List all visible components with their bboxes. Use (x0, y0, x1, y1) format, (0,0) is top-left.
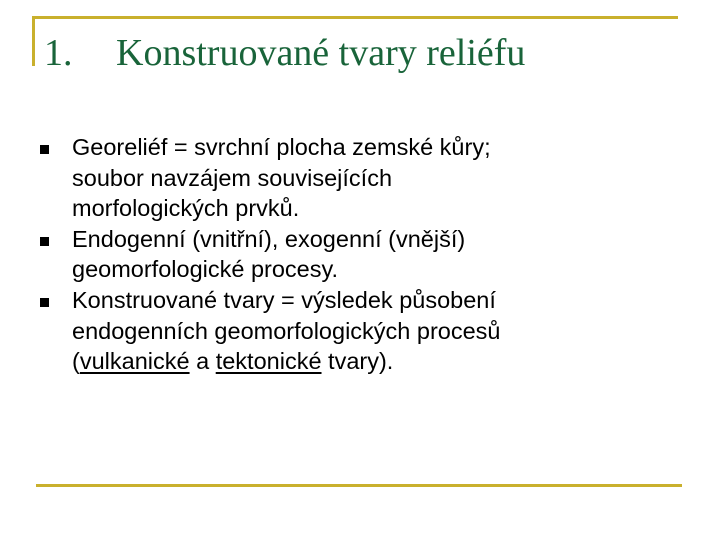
bullet-line: morfologických prvků. (72, 195, 300, 222)
bullet-list (40, 132, 680, 377)
square-bullet-icon (40, 145, 49, 154)
frame-top-line (32, 16, 678, 19)
bullet-line (72, 346, 680, 377)
bullet-line: soubor navzájem souvisejících (72, 164, 393, 191)
title-text: Konstruované tvary reliéfu (116, 32, 526, 74)
square-bullet-icon (40, 237, 49, 246)
vulkanicke-link[interactable]: vulkanické (79, 348, 190, 375)
tektonicke-link[interactable]: tektonické (215, 348, 322, 375)
bullet-line: Konstruované tvary = výsledek působení (72, 286, 496, 313)
slide-title (44, 30, 525, 76)
bullet-item-georelief (40, 132, 680, 224)
line-end-text: tvary). (321, 348, 394, 375)
square-bullet-icon (40, 298, 49, 307)
paren-open: ( (72, 348, 80, 375)
bullet-line: endogenních geomorfologických procesů (72, 317, 501, 344)
bullet-line: Endogenní (vnitřní), exogenní (vnější) (72, 225, 466, 252)
frame-left-line (32, 16, 35, 66)
title-number: 1. (44, 32, 73, 74)
frame-bottom-line (36, 484, 682, 487)
bullet-item-procesy (40, 224, 680, 285)
bullet-line: geomorfologické procesy. (72, 256, 339, 283)
bullet-line: Georeliéf = svrchní plocha zemské kůry; (72, 134, 491, 160)
conjunction-text: a (189, 348, 216, 375)
bullet-item-konstruovane-tvary (40, 285, 680, 377)
